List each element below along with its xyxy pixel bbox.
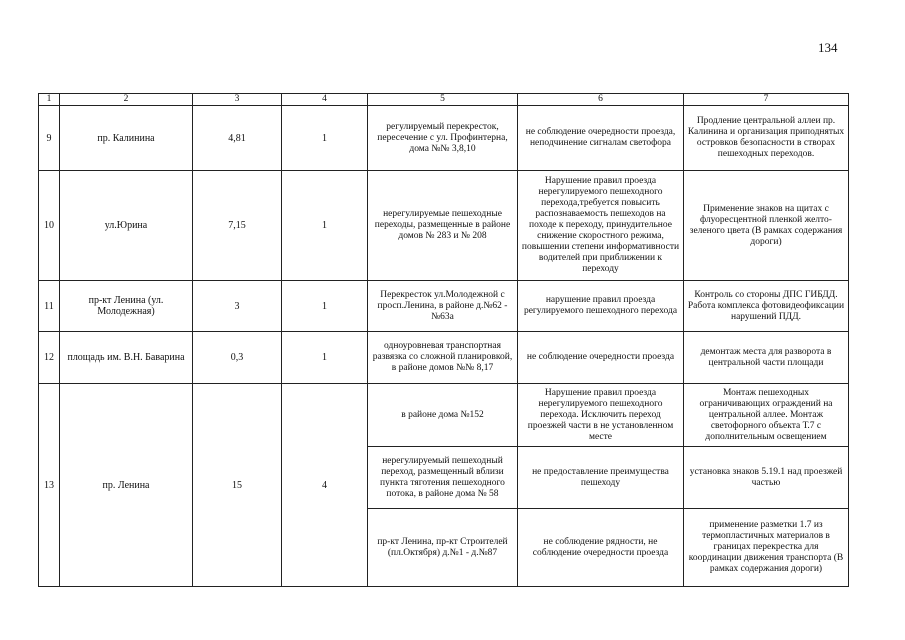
place-cell: одноуровневая транспортная развязка со сложной планировкой, в районе домов №№ 8,17 <box>368 332 518 384</box>
place-cell: Перекресток ул.Молодежной с просп.Ленина, в районе д.№62 - №63а <box>368 281 518 332</box>
length-cell: 0,3 <box>193 332 282 384</box>
table-row <box>39 384 849 447</box>
measures-cell: демонтаж места для разворота в центральной части площади <box>684 332 849 384</box>
header-cell: 6 <box>518 94 684 106</box>
measures-cell: применение разметки 1.7 из термопластичных материалов в границах перекрестка для координации движения транспорта (В рамках содержания дороги) <box>684 509 849 587</box>
cause-cell: Нарушение правил проезда нерегулируемого пешеходного перехода,требуется повысить распознаваемость пешеходов на походе к переходу, принудительное снижение скоростного режима, повышении степени информативности водителей при приближении к переходу <box>518 171 684 281</box>
header-cell: 1 <box>39 94 60 106</box>
street-cell: пр-кт Ленина (ул. Молодежная) <box>60 281 193 332</box>
measures-cell: установка знаков 5.19.1 над проезжей частью <box>684 447 849 509</box>
page-number: 134 <box>818 40 838 55</box>
row-number: 10 <box>39 171 60 281</box>
place-cell: в районе дома №152 <box>368 384 518 447</box>
length-cell: 7,15 <box>193 171 282 281</box>
cause-cell: не соблюдение рядности, не соблюдение очередности проезда <box>518 509 684 587</box>
count-cell: 1 <box>282 332 368 384</box>
length-cell: 4,81 <box>193 106 282 171</box>
table-row <box>39 332 849 384</box>
table-row <box>39 171 849 281</box>
header-row <box>39 94 849 106</box>
cause-cell: не предоставление преимущества пешеходу <box>518 447 684 509</box>
header-cell: 5 <box>368 94 518 106</box>
measures-cell: Продление центральной аллеи пр. Калинина и организация приподнятых островков безопасности в створах пешеходных переходов. <box>684 106 849 171</box>
row-number: 13 <box>39 384 60 587</box>
count-cell: 1 <box>282 106 368 171</box>
count-cell: 4 <box>282 384 368 587</box>
street-cell: пр. Ленина <box>60 384 193 587</box>
measures-cell: Монтаж пешеходных ограничивающих ограждений на центральной аллее. Монтаж светофорного объекта Т.7 с дополнительным освещением <box>684 384 849 447</box>
cause-cell: не соблюдение очередности проезда, неподчинение сигналам светофора <box>518 106 684 171</box>
header-cell: 2 <box>60 94 193 106</box>
place-cell: регулируемый перекресток, пересечение с ул. Профинтерна, дома №№ 3,8,10 <box>368 106 518 171</box>
cause-cell: нарушение правил проезда регулируемого пешеходного перехода <box>518 281 684 332</box>
count-cell: 1 <box>282 171 368 281</box>
cause-cell: Нарушение правил проезда нерегулируемого пешеходного перехода. Исключить переход проезжей части в не установленном месте <box>518 384 684 447</box>
cause-cell: не соблюдение очередности проезда <box>518 332 684 384</box>
place-cell: нерегулируемые пешеходные переходы, размещенные в районе домов № 283 и № 208 <box>368 171 518 281</box>
street-cell: площадь им. В.Н. Баварина <box>60 332 193 384</box>
count-cell: 1 <box>282 281 368 332</box>
length-cell: 15 <box>193 384 282 587</box>
street-cell: пр. Калинина <box>60 106 193 171</box>
length-cell: 3 <box>193 281 282 332</box>
place-cell: нерегулируемый пешеходный переход, размещенный вблизи пункта тяготения пешеходного потока, в районе дома № 58 <box>368 447 518 509</box>
header-cell: 7 <box>684 94 849 106</box>
header-cell: 3 <box>193 94 282 106</box>
place-cell: пр-кт Ленина, пр-кт Строителей (пл.Октября) д.№1 - д.№87 <box>368 509 518 587</box>
table-row <box>39 106 849 171</box>
row-number: 11 <box>39 281 60 332</box>
row-number: 12 <box>39 332 60 384</box>
measures-cell: Применение знаков на щитах с флуоресцентной пленкой желто-зеленого цвета (В рамках содержания дороги) <box>684 171 849 281</box>
data-table <box>38 93 849 587</box>
street-cell: ул.Юрина <box>60 171 193 281</box>
table-row <box>39 281 849 332</box>
measures-cell: Контроль со стороны ДПС ГИБДД. Работа комплекса фотовидеофиксации нарушений ПДД. <box>684 281 849 332</box>
row-number: 9 <box>39 106 60 171</box>
header-cell: 4 <box>282 94 368 106</box>
